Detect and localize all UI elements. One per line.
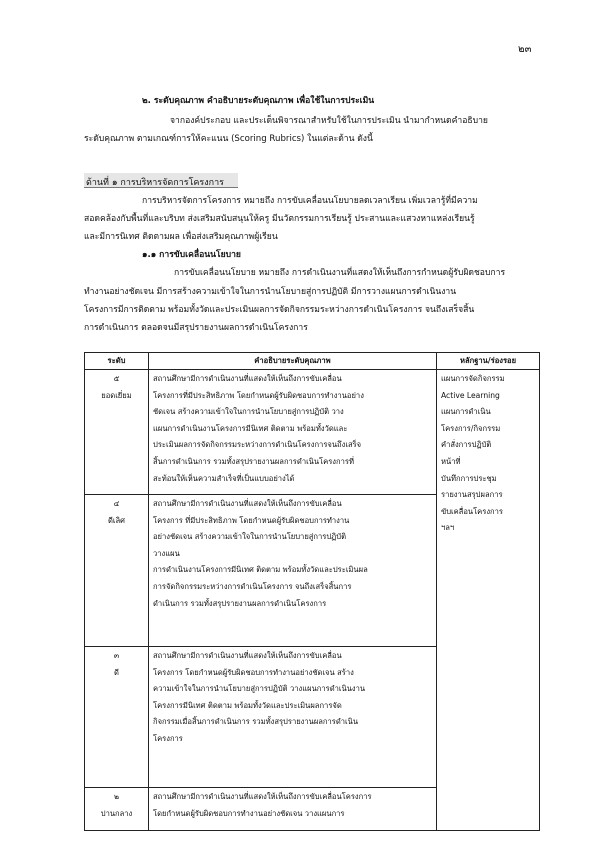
section-para-line-1: การบริหารจัดการโครงการ หมายถึง การขับเคลื่อนนโยบายลดเวลาเรียน เพิ่มเวลารู้ที่มีความ xyxy=(142,196,478,206)
header-level: ระดับ xyxy=(85,353,149,370)
evidence-item: รายงานสรุปผลการ xyxy=(441,490,503,500)
description-line: โครงการ xyxy=(153,733,183,743)
description-cell xyxy=(149,370,437,495)
level-cell xyxy=(85,788,149,831)
description-line: ดำเนินการ รวมทั้งสรุปรายงานผลการดำเนินโครงการ xyxy=(153,598,327,608)
description-line: ความเข้าใจในการนำนโยบายสู่การปฏิบัติ วางแผนการดำเนินงาน xyxy=(153,684,366,694)
evidence-cell xyxy=(437,370,540,831)
description-line: แผนการดำเนินงานโครงการมีนิเทศ ติดตาม พร้อมทั้งวัดและ xyxy=(153,423,348,433)
description-cell xyxy=(149,788,437,831)
evidence-item: แผนการจัดกิจกรรม xyxy=(441,374,505,383)
description-line: ชัดเจน สร้างความเข้าใจในการนำนโยบายสู่การปฏิบัติ วาง xyxy=(153,407,344,417)
page-number: ๒๓ xyxy=(518,44,532,55)
description-line: โดยกำหนดผู้รับผิดชอบการทำงานอย่างชัดเจน วางแผนการ xyxy=(153,808,345,818)
table-row xyxy=(85,370,540,495)
level-label: ปานกลาง xyxy=(100,808,133,818)
level-cell xyxy=(85,370,149,495)
evidence-item: ฯลฯ xyxy=(441,523,455,533)
description-line: การจัดกิจกรรมระหว่างการดำเนินโครงการ จนถึงเสร็จสิ้นการ xyxy=(153,581,352,591)
description-line: โครงการ โดยกำหนดผู้รับผิดชอบการทำงานอย่างชัดเจน สร้าง xyxy=(153,667,354,677)
level-score: ๕ xyxy=(113,374,120,383)
sub-para-line-1: การขับเคลื่อนนโยบาย หมายถึง การดำเนินงานที่แสดงให้เห็นถึงการกำหนดผู้รับผิดชอบการ xyxy=(174,268,506,278)
evidence-item: แผนการดำเนิน xyxy=(441,407,491,417)
description-line: โครงการ ที่มีประสิทธิภาพ โดยกำหนดผู้รับผิดชอบการทำงาน xyxy=(153,515,350,525)
sub-para-line-4: การดำเนินการ ตลอดจนมีสรุปรายงานผลการดำเนินโครงการ xyxy=(84,323,308,333)
level-cell xyxy=(85,495,149,647)
description-cell xyxy=(149,647,437,788)
intro-line-2: ระดับคุณภาพ ตามเกณฑ์การให้คะแนน (Scoring Rubrics) ในแต่ละด้าน ดังนี้ xyxy=(84,134,373,144)
section-para-line-2: สอดคล้องกับพื้นที่และบริบท ส่งเสริมสนับสนุนให้ครู มีนวัตกรรมการเรียนรู้ ประสานและแสวงหาแหล่งเรียนรู้ xyxy=(84,214,475,224)
evidence-item: Active Learning xyxy=(441,390,500,400)
description-line: สิ้นการดำเนินการ รวมทั้งสรุปรายงานผลการดำเนินโครงการที่ xyxy=(153,456,354,466)
description-line: วางแผน xyxy=(153,548,180,558)
section-heading: ด้านที่ ๑ การบริหารจัดการโครงการ xyxy=(86,178,224,188)
description-line: โครงการมีนิเทศ ติดตาม พร้อมทั้งวัดและประเมินผลการจัด xyxy=(153,700,342,710)
description-line: อย่างชัดเจน สร้างความเข้าใจในการนำนโยบายสู่การปฏิบัติ xyxy=(153,532,347,542)
description-line: การดำเนินงานโครงการมีนิเทศ ติดตาม พร้อมทั้งวัดและประเมินผล xyxy=(153,565,368,575)
evidence-item: ขับเคลื่อนโครงการ xyxy=(441,506,503,516)
table-header-row xyxy=(85,353,540,370)
description-line: สถานศึกษามีการดำเนินงานที่แสดงให้เห็นถึงการขับเคลื่อน xyxy=(153,499,342,508)
evidence-item: บันทึกการประชุม xyxy=(441,473,497,483)
header-evidence: หลักฐาน/ร่องรอย xyxy=(437,353,540,370)
description-line: สถานศึกษามีการดำเนินงานที่แสดงให้เห็นถึงการขับเคลื่อน xyxy=(153,374,342,383)
sub-para-line-3: โครงการมีการติดตาม พร้อมทั้งวัดและประเมินผลการจัดกิจกรรมระหว่างการดำเนินโครงการ จนถึงเสร็จสิ้น xyxy=(84,305,475,315)
level-label: ดี xyxy=(114,667,119,677)
description-line: สถานศึกษามีการดำเนินงานที่แสดงให้เห็นถึงการขับเคลื่อนโครงการ xyxy=(153,792,372,801)
evidence-item: คำสั่งการปฏิบัติ xyxy=(441,440,492,450)
level-score: ๓ xyxy=(113,651,120,660)
section-para-line-3: และมีการนิเทศ ติดตามผล เพื่อส่งเสริมคุณภาพผู้เรียน xyxy=(84,232,278,242)
quality-criteria-table xyxy=(84,352,540,831)
description-line: สถานศึกษามีการดำเนินงานที่แสดงให้เห็นถึงการขับเคลื่อน xyxy=(153,651,342,660)
level-score: ๔ xyxy=(113,499,120,508)
description-line: โครงการที่มีประสิทธิภาพ โดยกำหนดผู้รับผิดชอบการทำงานอย่าง xyxy=(153,390,364,400)
level-score: ๒ xyxy=(113,792,119,801)
intro-line-1: จากองค์ประกอบ และประเด็นพิจารณาสำหรับใช้ในการประเมิน นำมากำหนดคำอธิบาย xyxy=(170,116,488,126)
header-description: คำอธิบายระดับคุณภาพ xyxy=(149,353,437,370)
level-cell xyxy=(85,647,149,788)
description-line: สะท้อนให้เห็นความสำเร็จที่เป็นแบบอย่างได้ xyxy=(153,473,295,483)
sub-para-line-2: ทำงานอย่างชัดเจน มีการสร้างความเข้าใจในการนำนโยบายสู่การปฏิบัติ มีการวางแผนการดำเนินงาน xyxy=(84,287,457,297)
description-line: กิจกรรมเมื่อสิ้นการดำเนินการ รวมทั้งสรุปรายงานผลการดำเนิน xyxy=(153,717,359,727)
evidence-item: หน้าที่ xyxy=(441,456,461,466)
evidence-item: โครงการ/กิจกรรม xyxy=(441,423,501,433)
description-cell xyxy=(149,495,437,647)
description-line: ประเมินผลการจัดกิจกรรมระหว่างการดำเนินโครงการจนถึงเสร็จ xyxy=(153,440,362,450)
level-label: ดีเลิศ xyxy=(107,515,125,525)
level-label: ยอดเยี่ยม xyxy=(101,390,132,400)
quality-level-heading: ๒. ระดับคุณภาพ คำอธิบายระดับคุณภาพ เพื่อใช้ในการประเมิน xyxy=(142,96,375,106)
sub-heading: ๑.๑ การขับเคลื่อนนโยบาย xyxy=(142,250,241,260)
